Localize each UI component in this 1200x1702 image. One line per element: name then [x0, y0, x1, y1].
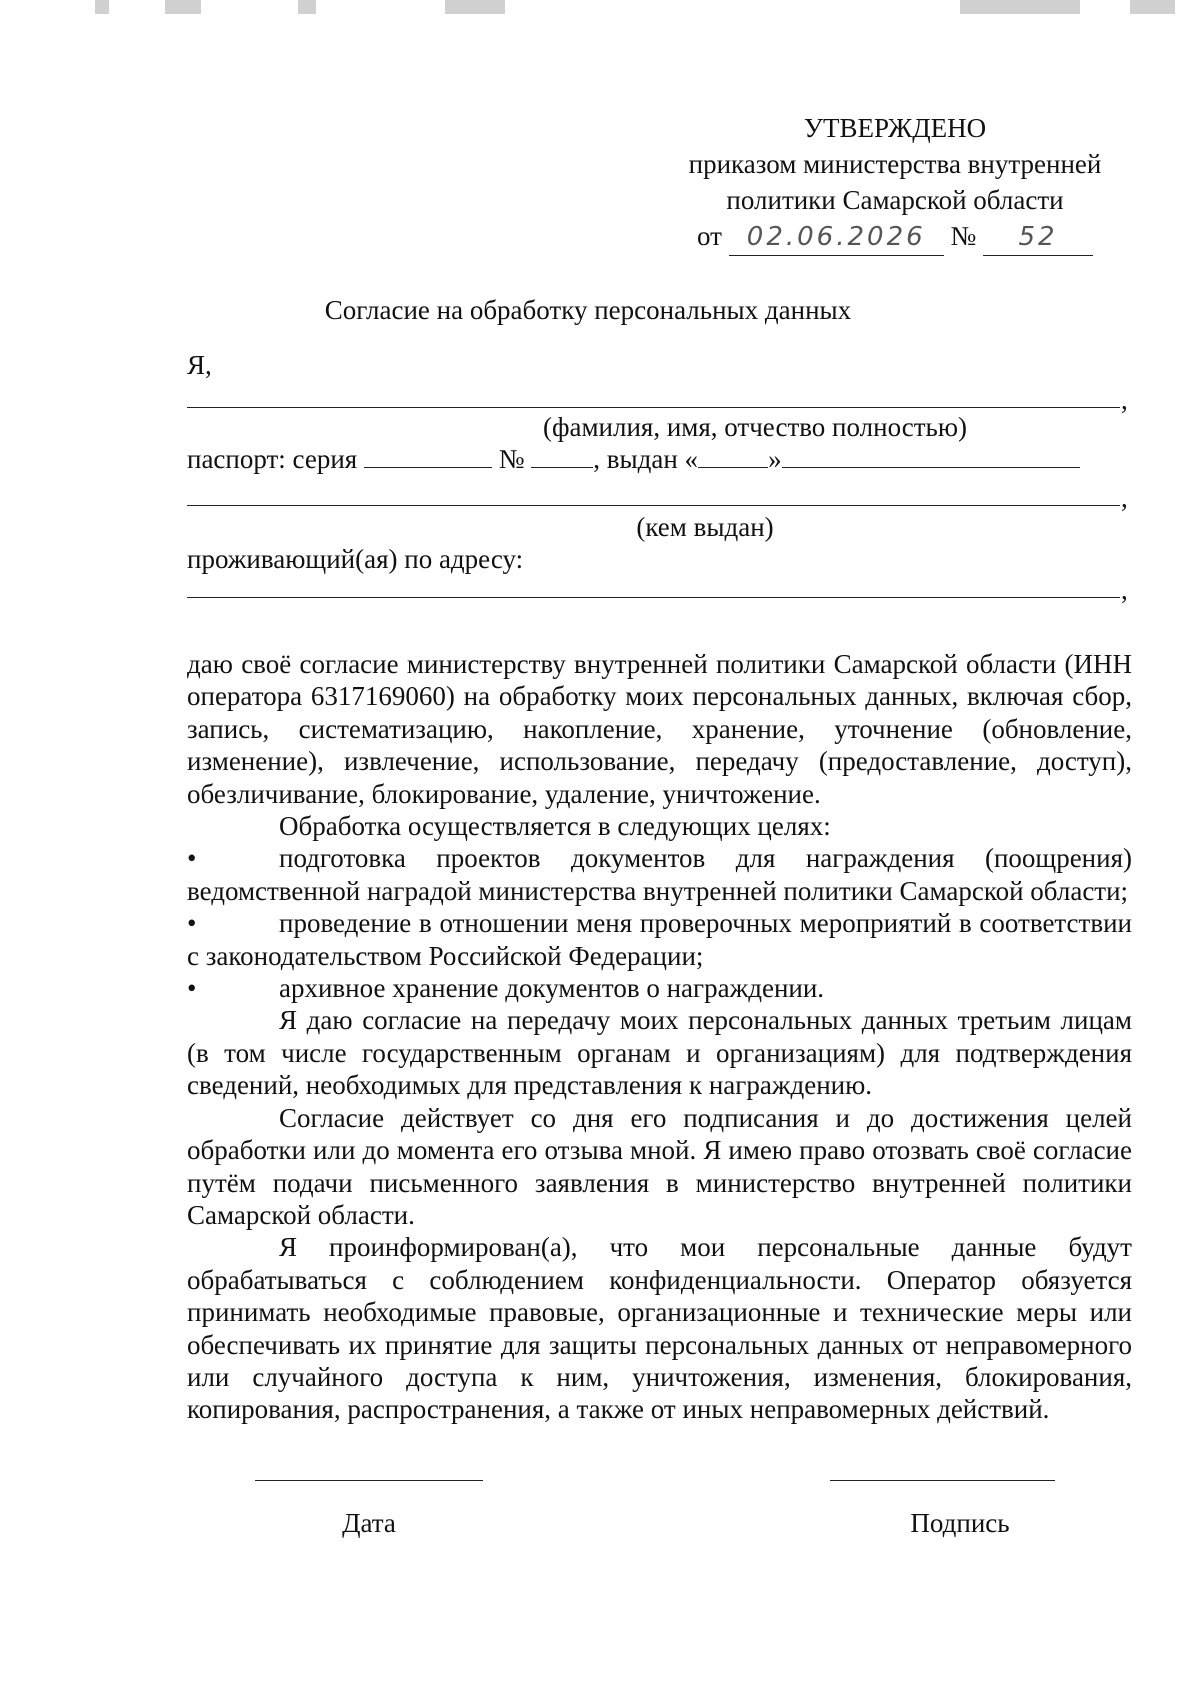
- i-label: Я,: [187, 350, 212, 380]
- scan-artifact: [445, 0, 505, 14]
- purpose-text: архивное хранение документов о награждении.: [279, 973, 825, 1004]
- approval-line-1: приказом министерства внутренней: [688, 149, 1102, 179]
- number-label: №: [950, 221, 977, 251]
- address-line[interactable]: [187, 597, 1120, 598]
- purpose-text: подготовка проектов документов для награждения (поощрения) ведомственной наградой министерства внутренней политики Самарской области;: [187, 843, 1132, 906]
- purpose-item: [187, 842, 1132, 907]
- approval-heading: УТВЕРЖДЕНО: [803, 113, 987, 143]
- scan-artifact: [1130, 0, 1175, 14]
- comma: ,: [1121, 575, 1128, 605]
- scan-artifact: [298, 0, 316, 14]
- document-title: Согласие на обработку персональных данных: [324, 295, 852, 325]
- purpose-item: [187, 972, 1132, 1004]
- consent-body: [187, 648, 1132, 1426]
- bullet-icon: •: [187, 973, 197, 1004]
- full-name-hint: (фамилия, имя, отчество полностью): [542, 412, 968, 442]
- consent-paragraph: даю своё согласие министерству внутренней политики Самарской области (ИНН оператора 6317169060) на обработку моих персональных данных, включая сбор, запись, систематизацию, накопление, хранение, уточнение (обновление, изменение), извлечение, использование, передачу (предоставление, доступ), обезличивание, блокирование, удаление, уничтожение.: [187, 649, 1132, 809]
- issued-close-quote: »: [768, 444, 782, 474]
- from-label: от: [697, 221, 722, 251]
- order-number-handwritten: 52: [1018, 222, 1058, 252]
- order-date-handwritten: 02.06.2026: [746, 222, 926, 252]
- bullet-icon: •: [187, 908, 197, 939]
- issued-by-hint: (кем выдан): [636, 512, 774, 542]
- date-signature-line[interactable]: [255, 1480, 483, 1481]
- issued-date-field[interactable]: [782, 443, 1080, 468]
- order-number-field: [983, 218, 1093, 256]
- issued-label: , выдан «: [593, 444, 699, 474]
- passport-number-label: №: [498, 444, 525, 474]
- third-party-paragraph: Я даю согласие на передачу моих персональных данных третьим лицам (в том числе государственным органам и организациям) для подтверждения сведений, необходимых для представления к награждению.: [187, 1005, 1132, 1101]
- scan-artifact: [165, 0, 201, 14]
- purposes-intro: Обработка осуществляется в следующих целях:: [279, 811, 831, 842]
- approval-block: [660, 110, 1130, 256]
- passport-number-field[interactable]: [531, 443, 593, 468]
- bullet-icon: •: [187, 843, 197, 874]
- scan-artifact: [95, 0, 109, 14]
- approval-line-2: политики Самарской области: [726, 185, 1064, 215]
- signature-line[interactable]: [830, 1480, 1055, 1481]
- issued-day-field[interactable]: [698, 443, 768, 468]
- full-name-line[interactable]: [187, 407, 1120, 408]
- purpose-item: [187, 907, 1132, 972]
- passport-series-label: паспорт: серия: [187, 444, 358, 474]
- signature-label: Подпись: [910, 1508, 1010, 1538]
- comma: ,: [1121, 385, 1128, 415]
- validity-paragraph: Согласие действует со дня его подписания и до достижения целей обработки или до момента его отзыва мной. Я имею право отозвать своё согласие путём подачи письменного заявления в министерство внутренней политики Самарской области.: [187, 1102, 1132, 1230]
- scan-artifact: [960, 0, 1080, 14]
- date-label: Дата: [342, 1508, 396, 1538]
- address-label: проживающий(ая) по адресу:: [187, 544, 524, 574]
- comma: ,: [1121, 483, 1128, 513]
- confidentiality-paragraph: Я проинформирован(а), что мои персональные данные будут обрабатываться с соблюдением конфиденциальности. Оператор обязуется принимать необходимые правовые, организационные и технические меры или обеспечивать их принятие для защиты персональных данных от неправомерного или случайного доступа к ним, уничтожения, изменения, блокирования, копирования, распространения, а также от иных неправомерных действий.: [187, 1232, 1132, 1425]
- issued-by-line[interactable]: [187, 505, 1120, 506]
- order-date-field: [729, 218, 944, 256]
- approval-order-line: [660, 218, 1130, 256]
- passport-series-field[interactable]: [364, 443, 492, 468]
- passport-line: [187, 443, 1080, 475]
- purpose-text: проведение в отношении меня проверочных мероприятий в соответствии с законодательством Российской Федерации;: [187, 908, 1132, 971]
